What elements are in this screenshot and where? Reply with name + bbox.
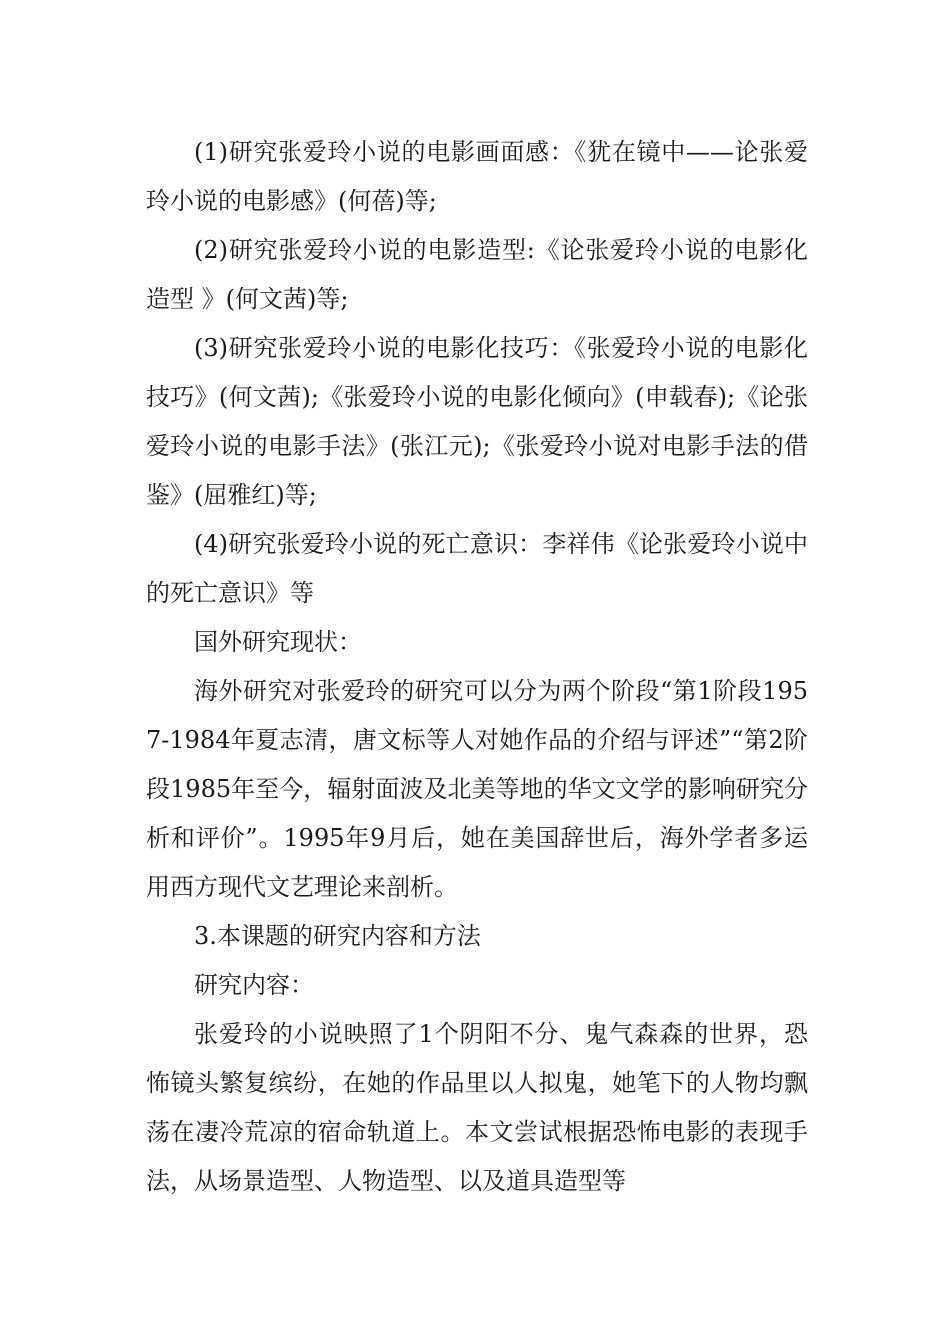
paragraph-research-visual: (1)研究张爱玲小说的电影画面感：《犹在镜中——论张爱玲小说的电影感》(何蓓)等;	[146, 138, 808, 215]
heading-section-3: 3.本课题的研究内容和方法	[194, 922, 481, 950]
heading-overseas-status: 国外研究现状：	[194, 628, 362, 656]
paragraph-research-technique: (3)研究张爱玲小说的电影化技巧：《张爱玲小说的电影化技巧》(何文茜);《张爱玲小说的电影化倾向》(申载春);《论张爱玲小说的电影手法》(张江元);《张爱玲小说对电影手法的借鉴》(屈雅红)等;	[146, 334, 808, 509]
paragraph-research-death: (4)研究张爱玲小说的死亡意识：李祥伟《论张爱玲小说中的死亡意识》等	[146, 530, 808, 607]
document-body	[146, 128, 808, 1206]
paragraph-research-modeling: (2)研究张爱玲小说的电影造型:《论张爱玲小说的电影化造型 》(何文茜)等;	[146, 236, 808, 313]
heading-research-content: 研究内容：	[194, 971, 314, 999]
paragraph-research-content: 张爱玲的小说映照了1个阴阳不分、鬼气森森的世界，恐怖镜头繁复缤纷，在她的作品里以人拟鬼，她笔下的人物均飘荡在凄冷荒凉的宿命轨道上。本文尝试根据恐怖电影的表现手法，从场景造型、人物造型、以及道具造型等	[146, 1020, 808, 1195]
paragraph-overseas-research: 海外研究对张爱玲的研究可以分为两个阶段“第1阶段1957-1984年夏志清，唐文标等人对她作品的介绍与评述”“第2阶段1985年至今，辐射面波及北美等地的华文文学的影响研究分析和评价”。1995年9月后，她在美国辞世后，海外学者多运用西方现代文艺理论来剖析。	[146, 677, 808, 901]
